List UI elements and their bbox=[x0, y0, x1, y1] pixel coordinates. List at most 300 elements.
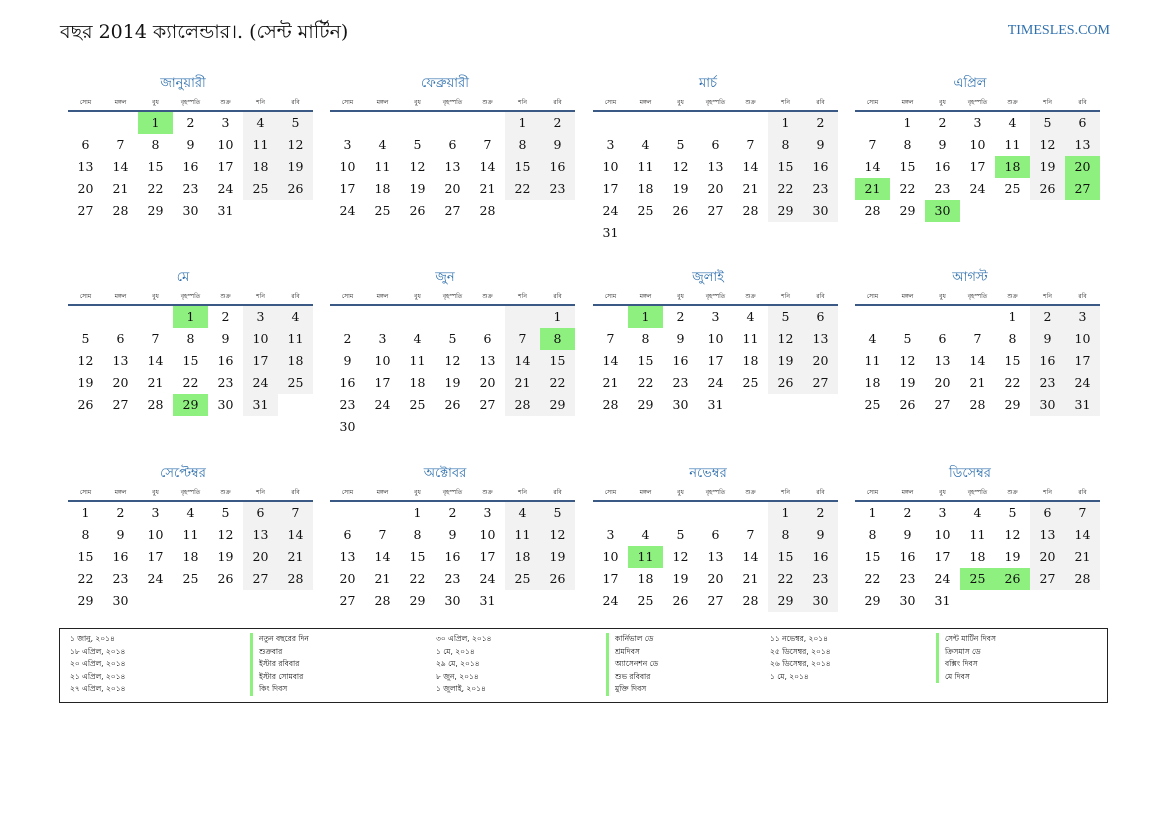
day-cell[interactable]: 6 bbox=[711, 527, 720, 542]
day-cell[interactable]: 29 bbox=[77, 593, 94, 608]
day-cell[interactable]: 29 bbox=[1004, 397, 1021, 412]
holiday-day-cell[interactable]: 8 bbox=[540, 328, 575, 350]
day-cell[interactable]: 26 bbox=[899, 397, 916, 412]
day-cell[interactable]: 12 bbox=[217, 527, 234, 542]
day-cell[interactable]: 18 bbox=[864, 375, 881, 390]
day-cell[interactable]: 5 bbox=[278, 112, 313, 134]
day-cell[interactable]: 30 bbox=[444, 593, 461, 608]
day-cell[interactable]: 24 bbox=[147, 571, 164, 586]
day-cell[interactable]: 26 bbox=[1030, 178, 1065, 200]
day-cell[interactable]: 30 bbox=[339, 419, 356, 434]
day-cell[interactable]: 28 bbox=[147, 397, 164, 412]
day-cell[interactable]: 29 bbox=[768, 590, 803, 612]
day-cell[interactable]: 18 bbox=[637, 181, 654, 196]
day-cell[interactable]: 19 bbox=[1004, 549, 1021, 564]
day-cell[interactable]: 31 bbox=[707, 397, 724, 412]
day-cell[interactable]: 3 bbox=[378, 331, 387, 346]
day-cell[interactable]: 20 bbox=[339, 571, 356, 586]
day-cell[interactable]: 5 bbox=[903, 331, 912, 346]
day-cell[interactable]: 23 bbox=[217, 375, 234, 390]
day-cell[interactable]: 12 bbox=[768, 328, 803, 350]
day-cell[interactable]: 28 bbox=[864, 203, 881, 218]
day-cell[interactable]: 16 bbox=[540, 156, 575, 178]
day-cell[interactable]: 31 bbox=[479, 593, 496, 608]
day-cell[interactable]: 7 bbox=[483, 137, 492, 152]
day-cell[interactable]: 3 bbox=[483, 505, 492, 520]
day-cell[interactable]: 22 bbox=[409, 571, 426, 586]
day-cell[interactable]: 6 bbox=[711, 137, 720, 152]
day-cell[interactable]: 1 bbox=[505, 112, 540, 134]
day-cell[interactable]: 15 bbox=[768, 546, 803, 568]
day-cell[interactable]: 25 bbox=[1004, 181, 1021, 196]
day-cell[interactable]: 11 bbox=[374, 159, 391, 174]
day-cell[interactable]: 17 bbox=[147, 549, 164, 564]
day-cell[interactable]: 2 bbox=[343, 331, 352, 346]
day-cell[interactable]: 2 bbox=[448, 505, 457, 520]
day-cell[interactable]: 9 bbox=[540, 134, 575, 156]
day-cell[interactable]: 21 bbox=[374, 571, 391, 586]
day-cell[interactable]: 13 bbox=[1065, 134, 1100, 156]
day-cell[interactable]: 22 bbox=[637, 375, 654, 390]
day-cell[interactable]: 15 bbox=[768, 156, 803, 178]
day-cell[interactable]: 24 bbox=[217, 181, 234, 196]
holiday-day-cell[interactable]: 18 bbox=[995, 156, 1030, 178]
day-cell[interactable]: 6 bbox=[243, 502, 278, 524]
day-cell[interactable]: 4 bbox=[278, 306, 313, 328]
day-cell[interactable]: 17 bbox=[374, 375, 391, 390]
day-cell[interactable]: 7 bbox=[746, 137, 755, 152]
day-cell[interactable]: 21 bbox=[112, 181, 129, 196]
day-cell[interactable]: 6 bbox=[1030, 502, 1065, 524]
day-cell[interactable]: 30 bbox=[182, 203, 199, 218]
day-cell[interactable]: 23 bbox=[672, 375, 689, 390]
day-cell[interactable]: 26 bbox=[217, 571, 234, 586]
day-cell[interactable]: 17 bbox=[602, 181, 619, 196]
day-cell[interactable]: 28 bbox=[278, 568, 313, 590]
day-cell[interactable]: 20 bbox=[707, 571, 724, 586]
day-cell[interactable]: 25 bbox=[637, 593, 654, 608]
day-cell[interactable]: 5 bbox=[540, 502, 575, 524]
day-cell[interactable]: 9 bbox=[186, 137, 195, 152]
day-cell[interactable]: 24 bbox=[479, 571, 496, 586]
day-cell[interactable]: 2 bbox=[803, 502, 838, 524]
day-cell[interactable]: 3 bbox=[606, 527, 615, 542]
day-cell[interactable]: 17 bbox=[602, 571, 619, 586]
day-cell[interactable]: 3 bbox=[711, 309, 720, 324]
day-cell[interactable]: 25 bbox=[505, 568, 540, 590]
day-cell[interactable]: 2 bbox=[186, 115, 195, 130]
day-cell[interactable]: 25 bbox=[278, 372, 313, 394]
day-cell[interactable]: 17 bbox=[243, 350, 278, 372]
day-cell[interactable]: 11 bbox=[182, 527, 199, 542]
day-cell[interactable]: 20 bbox=[243, 546, 278, 568]
day-cell[interactable]: 15 bbox=[147, 159, 164, 174]
day-cell[interactable]: 19 bbox=[768, 350, 803, 372]
day-cell[interactable]: 12 bbox=[540, 524, 575, 546]
day-cell[interactable]: 3 bbox=[243, 306, 278, 328]
day-cell[interactable]: 7 bbox=[1065, 502, 1100, 524]
day-cell[interactable]: 24 bbox=[934, 571, 951, 586]
day-cell[interactable]: 11 bbox=[637, 159, 654, 174]
day-cell[interactable]: 8 bbox=[768, 524, 803, 546]
day-cell[interactable]: 6 bbox=[448, 137, 457, 152]
day-cell[interactable]: 12 bbox=[899, 353, 916, 368]
day-cell[interactable]: 14 bbox=[147, 353, 164, 368]
day-cell[interactable]: 8 bbox=[641, 331, 650, 346]
day-cell[interactable]: 23 bbox=[182, 181, 199, 196]
day-cell[interactable]: 10 bbox=[479, 527, 496, 542]
day-cell[interactable]: 14 bbox=[602, 353, 619, 368]
day-cell[interactable]: 20 bbox=[77, 181, 94, 196]
day-cell[interactable]: 18 bbox=[742, 353, 759, 368]
day-cell[interactable]: 3 bbox=[973, 115, 982, 130]
holiday-day-cell[interactable]: 29 bbox=[173, 394, 208, 416]
day-cell[interactable]: 8 bbox=[413, 527, 422, 542]
day-cell[interactable]: 27 bbox=[112, 397, 129, 412]
day-cell[interactable]: 12 bbox=[1030, 134, 1065, 156]
day-cell[interactable]: 29 bbox=[409, 593, 426, 608]
day-cell[interactable]: 28 bbox=[1065, 568, 1100, 590]
day-cell[interactable]: 13 bbox=[444, 159, 461, 174]
day-cell[interactable]: 1 bbox=[768, 502, 803, 524]
day-cell[interactable]: 22 bbox=[1004, 375, 1021, 390]
day-cell[interactable]: 30 bbox=[803, 590, 838, 612]
day-cell[interactable]: 7 bbox=[868, 137, 877, 152]
day-cell[interactable]: 29 bbox=[540, 394, 575, 416]
day-cell[interactable]: 8 bbox=[81, 527, 90, 542]
day-cell[interactable]: 11 bbox=[243, 134, 278, 156]
day-cell[interactable]: 10 bbox=[969, 137, 986, 152]
holiday-day-cell[interactable]: 30 bbox=[925, 200, 960, 222]
day-cell[interactable]: 11 bbox=[864, 353, 881, 368]
day-cell[interactable]: 14 bbox=[742, 159, 759, 174]
day-cell[interactable]: 29 bbox=[864, 593, 881, 608]
day-cell[interactable]: 15 bbox=[540, 350, 575, 372]
day-cell[interactable]: 5 bbox=[676, 137, 685, 152]
day-cell[interactable]: 12 bbox=[672, 159, 689, 174]
day-cell[interactable]: 24 bbox=[1065, 372, 1100, 394]
day-cell[interactable]: 5 bbox=[448, 331, 457, 346]
day-cell[interactable]: 23 bbox=[444, 571, 461, 586]
day-cell[interactable]: 9 bbox=[803, 524, 838, 546]
day-cell[interactable]: 27 bbox=[1030, 568, 1065, 590]
day-cell[interactable]: 8 bbox=[151, 137, 160, 152]
holiday-day-cell[interactable]: 20 bbox=[1065, 156, 1100, 178]
day-cell[interactable]: 10 bbox=[707, 331, 724, 346]
day-cell[interactable]: 27 bbox=[803, 372, 838, 394]
day-cell[interactable]: 5 bbox=[413, 137, 422, 152]
day-cell[interactable]: 12 bbox=[1004, 527, 1021, 542]
day-cell[interactable]: 16 bbox=[1030, 350, 1065, 372]
day-cell[interactable]: 15 bbox=[409, 549, 426, 564]
day-cell[interactable]: 26 bbox=[409, 203, 426, 218]
day-cell[interactable]: 30 bbox=[217, 397, 234, 412]
day-cell[interactable]: 21 bbox=[1065, 546, 1100, 568]
day-cell[interactable]: 3 bbox=[938, 505, 947, 520]
day-cell[interactable]: 26 bbox=[444, 397, 461, 412]
day-cell[interactable]: 15 bbox=[77, 549, 94, 564]
day-cell[interactable]: 23 bbox=[899, 571, 916, 586]
day-cell[interactable]: 31 bbox=[217, 203, 234, 218]
day-cell[interactable]: 7 bbox=[116, 137, 125, 152]
day-cell[interactable]: 19 bbox=[672, 571, 689, 586]
day-cell[interactable]: 31 bbox=[934, 593, 951, 608]
day-cell[interactable]: 31 bbox=[1065, 394, 1100, 416]
day-cell[interactable]: 11 bbox=[742, 331, 759, 346]
day-cell[interactable]: 25 bbox=[243, 178, 278, 200]
day-cell[interactable]: 4 bbox=[641, 527, 650, 542]
day-cell[interactable]: 30 bbox=[672, 397, 689, 412]
day-cell[interactable]: 25 bbox=[637, 203, 654, 218]
day-cell[interactable]: 7 bbox=[746, 527, 755, 542]
day-cell[interactable]: 5 bbox=[81, 331, 90, 346]
day-cell[interactable]: 15 bbox=[505, 156, 540, 178]
day-cell[interactable]: 9 bbox=[448, 527, 457, 542]
day-cell[interactable]: 6 bbox=[1065, 112, 1100, 134]
day-cell[interactable]: 28 bbox=[602, 397, 619, 412]
day-cell[interactable]: 4 bbox=[746, 309, 755, 324]
day-cell[interactable]: 14 bbox=[742, 549, 759, 564]
day-cell[interactable]: 6 bbox=[81, 137, 90, 152]
day-cell[interactable]: 30 bbox=[112, 593, 129, 608]
day-cell[interactable]: 19 bbox=[217, 549, 234, 564]
day-cell[interactable]: 5 bbox=[1030, 112, 1065, 134]
day-cell[interactable]: 21 bbox=[479, 181, 496, 196]
day-cell[interactable]: 13 bbox=[707, 549, 724, 564]
day-cell[interactable]: 8 bbox=[903, 137, 912, 152]
day-cell[interactable]: 27 bbox=[444, 203, 461, 218]
day-cell[interactable]: 22 bbox=[768, 178, 803, 200]
day-cell[interactable]: 17 bbox=[1065, 350, 1100, 372]
holiday-day-cell[interactable]: 21 bbox=[855, 178, 890, 200]
day-cell[interactable]: 29 bbox=[899, 203, 916, 218]
day-cell[interactable]: 18 bbox=[637, 571, 654, 586]
day-cell[interactable]: 3 bbox=[221, 115, 230, 130]
day-cell[interactable]: 4 bbox=[186, 505, 195, 520]
day-cell[interactable]: 14 bbox=[374, 549, 391, 564]
day-cell[interactable]: 12 bbox=[672, 549, 689, 564]
day-cell[interactable]: 18 bbox=[243, 156, 278, 178]
day-cell[interactable]: 9 bbox=[803, 134, 838, 156]
day-cell[interactable]: 13 bbox=[934, 353, 951, 368]
day-cell[interactable]: 27 bbox=[243, 568, 278, 590]
day-cell[interactable]: 22 bbox=[768, 568, 803, 590]
day-cell[interactable]: 10 bbox=[934, 527, 951, 542]
day-cell[interactable]: 30 bbox=[803, 200, 838, 222]
day-cell[interactable]: 5 bbox=[221, 505, 230, 520]
day-cell[interactable]: 16 bbox=[899, 549, 916, 564]
day-cell[interactable]: 19 bbox=[409, 181, 426, 196]
day-cell[interactable]: 10 bbox=[602, 549, 619, 564]
day-cell[interactable]: 21 bbox=[505, 372, 540, 394]
day-cell[interactable]: 14 bbox=[1065, 524, 1100, 546]
day-cell[interactable]: 31 bbox=[602, 225, 619, 240]
day-cell[interactable]: 29 bbox=[637, 397, 654, 412]
day-cell[interactable]: 5 bbox=[768, 306, 803, 328]
day-cell[interactable]: 12 bbox=[444, 353, 461, 368]
day-cell[interactable]: 27 bbox=[339, 593, 356, 608]
day-cell[interactable]: 14 bbox=[864, 159, 881, 174]
day-cell[interactable]: 2 bbox=[221, 309, 230, 324]
day-cell[interactable]: 2 bbox=[903, 505, 912, 520]
day-cell[interactable]: 25 bbox=[742, 375, 759, 390]
day-cell[interactable]: 6 bbox=[343, 527, 352, 542]
day-cell[interactable]: 11 bbox=[505, 524, 540, 546]
day-cell[interactable]: 1 bbox=[1008, 309, 1017, 324]
day-cell[interactable]: 13 bbox=[112, 353, 129, 368]
day-cell[interactable]: 21 bbox=[742, 181, 759, 196]
day-cell[interactable]: 19 bbox=[77, 375, 94, 390]
day-cell[interactable]: 15 bbox=[864, 549, 881, 564]
day-cell[interactable]: 4 bbox=[1008, 115, 1017, 130]
day-cell[interactable]: 12 bbox=[409, 159, 426, 174]
day-cell[interactable]: 16 bbox=[803, 546, 838, 568]
day-cell[interactable]: 10 bbox=[243, 328, 278, 350]
day-cell[interactable]: 8 bbox=[186, 331, 195, 346]
day-cell[interactable]: 26 bbox=[672, 203, 689, 218]
day-cell[interactable]: 16 bbox=[934, 159, 951, 174]
day-cell[interactable]: 23 bbox=[339, 397, 356, 412]
day-cell[interactable]: 1 bbox=[903, 115, 912, 130]
day-cell[interactable]: 17 bbox=[969, 159, 986, 174]
day-cell[interactable]: 7 bbox=[606, 331, 615, 346]
day-cell[interactable]: 13 bbox=[1030, 524, 1065, 546]
day-cell[interactable]: 4 bbox=[641, 137, 650, 152]
day-cell[interactable]: 18 bbox=[409, 375, 426, 390]
holiday-day-cell[interactable]: 1 bbox=[173, 306, 208, 328]
day-cell[interactable]: 20 bbox=[934, 375, 951, 390]
day-cell[interactable]: 26 bbox=[768, 372, 803, 394]
day-cell[interactable]: 9 bbox=[938, 137, 947, 152]
day-cell[interactable]: 3 bbox=[151, 505, 160, 520]
day-cell[interactable]: 7 bbox=[151, 331, 160, 346]
holiday-day-cell[interactable]: 25 bbox=[960, 568, 995, 590]
day-cell[interactable]: 10 bbox=[374, 353, 391, 368]
day-cell[interactable]: 3 bbox=[343, 137, 352, 152]
day-cell[interactable]: 13 bbox=[479, 353, 496, 368]
day-cell[interactable]: 28 bbox=[112, 203, 129, 218]
day-cell[interactable]: 25 bbox=[374, 203, 391, 218]
day-cell[interactable]: 3 bbox=[1065, 306, 1100, 328]
day-cell[interactable]: 3 bbox=[606, 137, 615, 152]
day-cell[interactable]: 16 bbox=[444, 549, 461, 564]
day-cell[interactable]: 20 bbox=[444, 181, 461, 196]
day-cell[interactable]: 2 bbox=[116, 505, 125, 520]
day-cell[interactable]: 26 bbox=[278, 178, 313, 200]
day-cell[interactable]: 6 bbox=[483, 331, 492, 346]
day-cell[interactable]: 28 bbox=[742, 203, 759, 218]
day-cell[interactable]: 15 bbox=[899, 159, 916, 174]
day-cell[interactable]: 28 bbox=[505, 394, 540, 416]
day-cell[interactable]: 18 bbox=[182, 549, 199, 564]
day-cell[interactable]: 8 bbox=[505, 134, 540, 156]
day-cell[interactable]: 7 bbox=[378, 527, 387, 542]
day-cell[interactable]: 13 bbox=[77, 159, 94, 174]
day-cell[interactable]: 4 bbox=[973, 505, 982, 520]
day-cell[interactable]: 7 bbox=[505, 328, 540, 350]
day-cell[interactable]: 17 bbox=[707, 353, 724, 368]
day-cell[interactable]: 16 bbox=[217, 353, 234, 368]
day-cell[interactable]: 9 bbox=[221, 331, 230, 346]
day-cell[interactable]: 17 bbox=[934, 549, 951, 564]
day-cell[interactable]: 2 bbox=[1030, 306, 1065, 328]
day-cell[interactable]: 24 bbox=[243, 372, 278, 394]
day-cell[interactable]: 30 bbox=[1030, 394, 1065, 416]
day-cell[interactable]: 27 bbox=[77, 203, 94, 218]
holiday-day-cell[interactable]: 1 bbox=[138, 112, 173, 134]
day-cell[interactable]: 16 bbox=[112, 549, 129, 564]
day-cell[interactable]: 19 bbox=[444, 375, 461, 390]
day-cell[interactable]: 20 bbox=[1030, 546, 1065, 568]
day-cell[interactable]: 14 bbox=[278, 524, 313, 546]
day-cell[interactable]: 23 bbox=[803, 178, 838, 200]
day-cell[interactable]: 10 bbox=[1065, 328, 1100, 350]
day-cell[interactable]: 22 bbox=[147, 181, 164, 196]
day-cell[interactable]: 7 bbox=[973, 331, 982, 346]
day-cell[interactable]: 29 bbox=[768, 200, 803, 222]
day-cell[interactable]: 23 bbox=[1030, 372, 1065, 394]
day-cell[interactable]: 28 bbox=[374, 593, 391, 608]
day-cell[interactable]: 18 bbox=[374, 181, 391, 196]
day-cell[interactable]: 2 bbox=[540, 112, 575, 134]
day-cell[interactable]: 22 bbox=[540, 372, 575, 394]
day-cell[interactable]: 9 bbox=[116, 527, 125, 542]
day-cell[interactable]: 1 bbox=[868, 505, 877, 520]
day-cell[interactable]: 6 bbox=[116, 331, 125, 346]
day-cell[interactable]: 19 bbox=[540, 546, 575, 568]
day-cell[interactable]: 6 bbox=[803, 306, 838, 328]
day-cell[interactable]: 11 bbox=[969, 527, 986, 542]
day-cell[interactable]: 16 bbox=[182, 159, 199, 174]
day-cell[interactable]: 4 bbox=[243, 112, 278, 134]
day-cell[interactable]: 28 bbox=[969, 397, 986, 412]
day-cell[interactable]: 21 bbox=[742, 571, 759, 586]
day-cell[interactable]: 16 bbox=[803, 156, 838, 178]
day-cell[interactable]: 18 bbox=[278, 350, 313, 372]
day-cell[interactable]: 11 bbox=[278, 328, 313, 350]
site-link[interactable]: TIMESLES.COM bbox=[1007, 23, 1110, 38]
day-cell[interactable]: 15 bbox=[182, 353, 199, 368]
day-cell[interactable]: 9 bbox=[1030, 328, 1065, 350]
day-cell[interactable]: 1 bbox=[768, 112, 803, 134]
day-cell[interactable]: 16 bbox=[672, 353, 689, 368]
day-cell[interactable]: 10 bbox=[217, 137, 234, 152]
day-cell[interactable]: 31 bbox=[243, 394, 278, 416]
day-cell[interactable]: 23 bbox=[803, 568, 838, 590]
day-cell[interactable]: 24 bbox=[969, 181, 986, 196]
day-cell[interactable]: 30 bbox=[899, 593, 916, 608]
day-cell[interactable]: 4 bbox=[868, 331, 877, 346]
day-cell[interactable]: 1 bbox=[81, 505, 90, 520]
day-cell[interactable]: 23 bbox=[540, 178, 575, 200]
day-cell[interactable]: 7 bbox=[278, 502, 313, 524]
day-cell[interactable]: 29 bbox=[147, 203, 164, 218]
day-cell[interactable]: 15 bbox=[637, 353, 654, 368]
day-cell[interactable]: 8 bbox=[768, 134, 803, 156]
day-cell[interactable]: 14 bbox=[505, 350, 540, 372]
day-cell[interactable]: 26 bbox=[540, 568, 575, 590]
day-cell[interactable]: 27 bbox=[707, 203, 724, 218]
holiday-day-cell[interactable]: 11 bbox=[628, 546, 663, 568]
day-cell[interactable]: 23 bbox=[934, 181, 951, 196]
day-cell[interactable]: 14 bbox=[969, 353, 986, 368]
day-cell[interactable]: 25 bbox=[182, 571, 199, 586]
day-cell[interactable]: 14 bbox=[479, 159, 496, 174]
day-cell[interactable]: 19 bbox=[672, 181, 689, 196]
day-cell[interactable]: 10 bbox=[339, 159, 356, 174]
day-cell[interactable]: 4 bbox=[505, 502, 540, 524]
day-cell[interactable]: 17 bbox=[339, 181, 356, 196]
